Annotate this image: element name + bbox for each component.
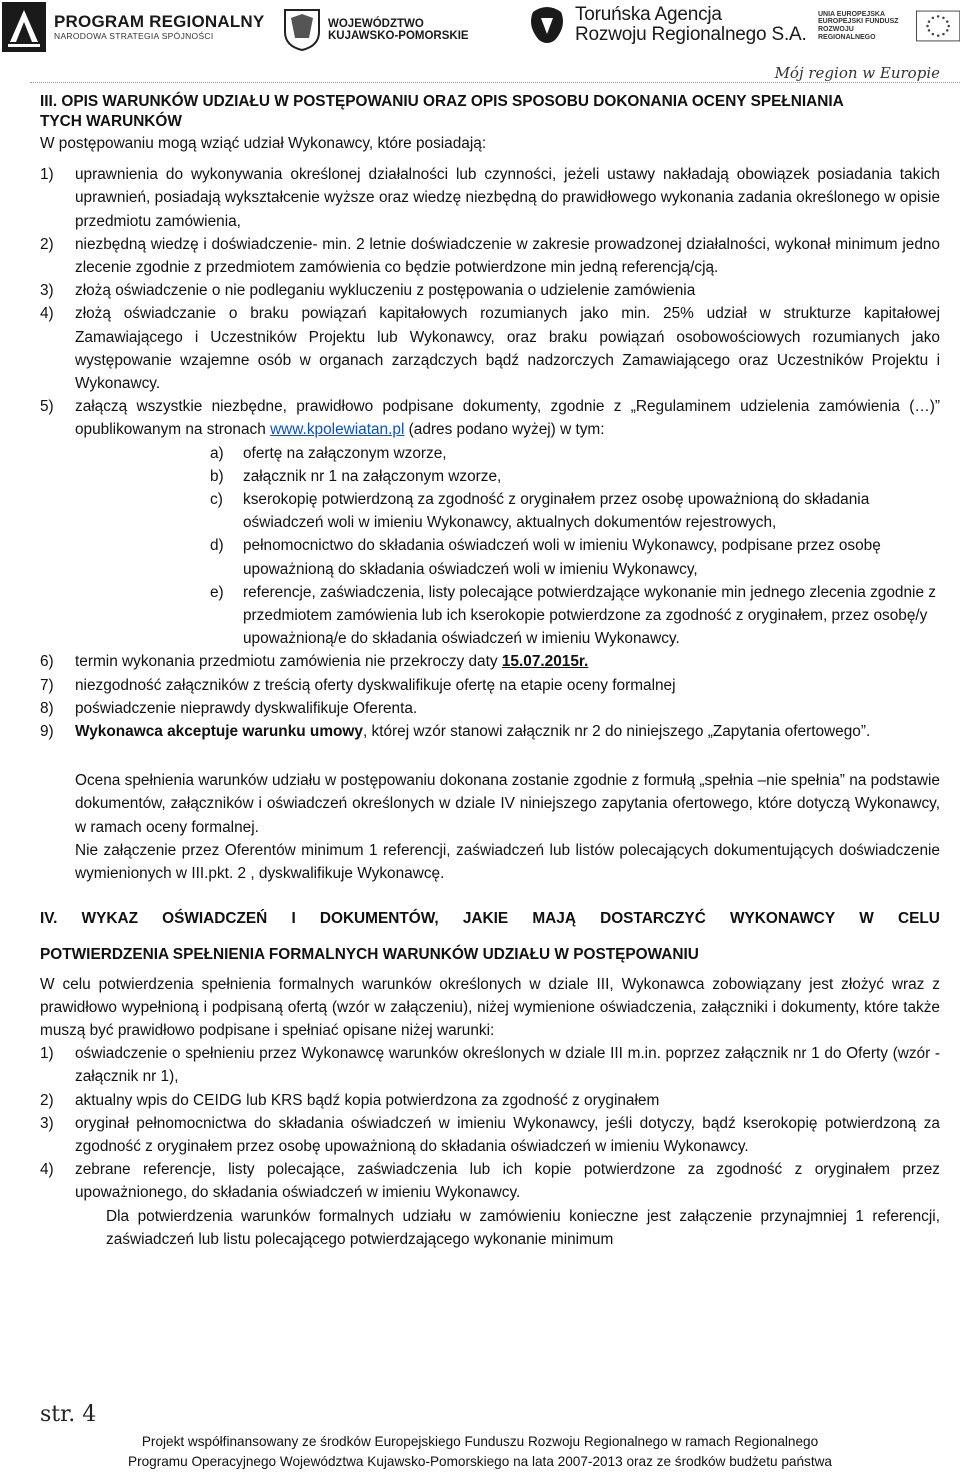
logo2-line1: WOJEWÓDZTWO bbox=[328, 17, 424, 30]
sub-list-item bbox=[210, 442, 940, 465]
sub-item-text: pełnomocnictwo do składania oświadczeń woli w imieniu Wykonawcy, podpisane przez osobę upoważnioną do składania oświadczeń woli w imieniu Wykonawcy, bbox=[243, 537, 881, 578]
item9-bold-text: Wykonawca akceptuje warunku umowy bbox=[75, 723, 363, 741]
list-item-number: 7) bbox=[40, 676, 54, 694]
footer-line2: Programu Operacyjnego Województwa Kujawsko-Pomorskiego na lata 2007-2013 oraz ze środków budżetu państwa bbox=[128, 1454, 832, 1469]
list-item-text: złożą oświadczanie o braku powiązań kapitałowych rozumianych jako min. 25% udział w strukturze kapitałowej Zamawiającego i Uczestników Projektu lub Wykonawcy, oraz braku powiązań osobowościowych rozumianych jako występowanie wzajemne osób w organach zarządczych bądź nadzorczych Zamawiającego oraz Uczestników Projektu i Wykonawcy. bbox=[75, 305, 940, 393]
section3-title-line2: TYCH WARUNKÓW bbox=[40, 113, 182, 130]
list-item-number: 1) bbox=[40, 1045, 54, 1063]
list-item bbox=[40, 233, 940, 279]
list-item-text: oryginał pełnomocnictwa do składania oświadczeń w imieniu Wykonawcy, jeśli dotyczy, bądź kserokopię potwierdzoną za zgodność z oryginałem przez osobę upoważnioną do składania oświadczeń w imieniu Wykonawcy. bbox=[75, 1114, 940, 1155]
regional-program-emblem-icon bbox=[2, 2, 46, 52]
logo2-line2: KUJAWSKO-POMORSKIE bbox=[328, 30, 469, 42]
list-item-text: zebrane referencje, listy polecające, zaświadczenia lub ich kopie potwierdzone za zgodność z oryginałem przez upoważnionego, do składania oświadczeń w imieniu Wykonawcy. bbox=[75, 1161, 940, 1202]
list-item-number: 9) bbox=[40, 723, 54, 741]
section3-title-line1: III. OPIS WARUNKÓW UDZIAŁU W POSTĘPOWANIU ORAZ OPIS SPOSOBU DOKONANIA OCENY SPEŁNIANIA bbox=[40, 93, 844, 110]
list-item bbox=[40, 302, 940, 395]
eu-logo bbox=[818, 10, 960, 42]
list-item bbox=[40, 1042, 940, 1088]
list-item-text bbox=[75, 395, 940, 441]
sub-list-item bbox=[210, 534, 940, 580]
section4-title-word: OŚWIADCZEŃ bbox=[162, 910, 268, 928]
eu-flag-icon bbox=[916, 10, 960, 42]
section4-title-words bbox=[40, 907, 940, 930]
header-divider bbox=[30, 82, 960, 83]
list-item-number: 8) bbox=[40, 699, 54, 717]
sub-list-item bbox=[210, 581, 940, 651]
list-item-text: oświadczenie o spełnieniu przez Wykonawcę warunków określonych w dziale III m.in. poprzez załącznik nr 1 do Oferty (wzór - załącznik nr 1), bbox=[75, 1045, 940, 1086]
section4-title-line2: POTWIERDZENIA SPEŁNIENIA FORMALNYCH WARUNKÓW UDZIAŁU W POSTĘPOWANIU bbox=[40, 945, 699, 963]
item6-text: termin wykonania przedmiotu zamówienia nie przekroczy daty bbox=[75, 653, 502, 671]
list-item bbox=[40, 674, 940, 697]
page-header bbox=[0, 0, 960, 90]
list-item-number: 4) bbox=[40, 1161, 54, 1179]
list-item-number: 1) bbox=[40, 166, 54, 184]
tarr-logo bbox=[527, 4, 807, 46]
list-item-number: 2) bbox=[40, 235, 54, 253]
sub-item-text: referencje, zaświadczenia, listy polecające potwierdzające wykonanie min jednego zlecenia zgodnie z przedmiotem zamówienia lub ich kserokopie potwierdzone za zgodność z oryginałem, przez osobę/y upoważnioną/e do składania oświadczeń w imieniu Wykonawcy. bbox=[243, 583, 936, 648]
sub-item-text: załącznik nr 1 na załączonym wzorze, bbox=[243, 467, 502, 485]
program-regionalny-logo bbox=[2, 2, 264, 52]
logo3-line2: Rozwoju Regionalnego S.A. bbox=[575, 24, 807, 45]
sub-list-item bbox=[210, 488, 940, 534]
motto-signature: Mój region w Europie bbox=[774, 64, 940, 82]
page-number: str. 4 bbox=[40, 1402, 97, 1427]
section4-title-word: W bbox=[859, 910, 874, 928]
list-item-text: aktualny wpis do CEIDG lub KRS bądź kopia potwierdzona za zgodność z oryginałem bbox=[75, 1091, 660, 1109]
list-item-number: 6) bbox=[40, 653, 54, 671]
section3-intro: W postępowaniu mogą wziąć udział Wykonawcy, które posiadają: bbox=[40, 135, 487, 152]
deadline-date: 15.07.2015r. bbox=[501, 653, 589, 671]
document-body bbox=[40, 92, 940, 1251]
logo4-line2: EUROPEJSKI FUNDUSZ bbox=[818, 18, 899, 26]
list-item-text bbox=[75, 720, 940, 743]
logo4-line1: UNIA EUROPEJSKA bbox=[818, 10, 886, 18]
wojewodztwo-logo bbox=[283, 8, 469, 52]
sub-item-letter: d) bbox=[210, 537, 224, 555]
list-item-text: złożą oświadczenie o nie podleganiu wykluczeniu z postępowania o udzielenie zamówienia bbox=[75, 282, 696, 300]
disqualification-paragraph: Nie załączenie przez Oferentów minimum 1 referencji, zaświadczeń lub listów polecających dokumentujących doświadczenie wymienionych w III.pkt. 2 , dyskwalifikuje Wykonawcę. bbox=[75, 841, 940, 883]
item5-text-pre: załączą wszystkie niezbędne, prawidłowo podpisane dokumenty, zgodnie z „Regulaminem udzielenia zamówienia (…)” opublikowanym na stronach bbox=[75, 398, 940, 439]
sub-item-text: kserokopię potwierdzoną za zgodność z oryginałem przez osobę upoważnioną do składania oświadczeń woli w imieniu Wykonawcy, aktualnych dokumentów rejestrowych, bbox=[243, 491, 870, 532]
item5-text-post: (adres podano wyżej) w tym: bbox=[404, 421, 605, 439]
sub-item-letter: e) bbox=[210, 583, 224, 601]
logo1-title: PROGRAM REGIONALNY bbox=[54, 11, 265, 31]
list-item-text: niezgodność załączników z treścią oferty dyskwalifikuje ofertę na etapie oceny formalnej bbox=[75, 676, 676, 694]
section4-title-word: WYKONAWCY bbox=[729, 910, 836, 928]
list-item-number: 2) bbox=[40, 1091, 54, 1109]
list-item bbox=[40, 1112, 940, 1158]
list-item-text: niezbędną wiedzę i doświadczenie- min. 2 letnie doświadczenie w zakresie prowadzonej działalności, wykonał minimum jedno zlecenie zgodnie z przedmiotem zamówienia co będzie potwierdzone min jedną referencją/cją. bbox=[75, 235, 940, 277]
list-item-text: uprawnienia do wykonywania określonej działalności lub czynności, jeżeli ustawy nakładają obowiązek posiadania takich uprawnień, posiadają wykształcenie wyższe oraz wiedzę niezbędną do prawidłowego wykonania zadania określonego w opisie przedmiotu zamówienia, bbox=[75, 166, 940, 230]
list-item-number: 3) bbox=[40, 282, 54, 300]
list-item-number: 5) bbox=[40, 398, 54, 416]
logo1-subtitle: NARODOWA STRATEGIA SPÓJNOŚCI bbox=[54, 31, 214, 42]
list-item bbox=[40, 395, 940, 441]
kpolewiatan-link[interactable]: www.kpolewiatan.pl bbox=[270, 421, 405, 439]
section4-title-word: DOKUMENTÓW, bbox=[319, 910, 439, 928]
list-item bbox=[40, 163, 940, 233]
section4-title-word: I bbox=[291, 910, 296, 928]
section4-title-word: IV. bbox=[40, 910, 58, 928]
item9-text: , której wzór stanowi załącznik nr 2 do niniejszego „Zapytania ofertowego”. bbox=[362, 723, 871, 741]
footer-line1: Projekt współfinansowany ze środków Europejskiego Funduszu Rozwoju Regionalnego w ramach Regionalnego bbox=[141, 1434, 819, 1449]
logo3-line1: Toruńska Agencja bbox=[575, 4, 722, 26]
evaluation-paragraph: Ocena spełnienia warunków udziału w postępowaniu dokonana zostanie zgodnie z formułą „spełnia –nie spełnia” na podstawie dokumentów, załączników i oświadczeń określonych w dziale IV niniejszego zapytania ofertowego, które dotyczą Wykonawcy, w ramach oceny formalnej. bbox=[75, 772, 940, 836]
sub-item-text: ofertę na załączonym wzorze, bbox=[243, 444, 447, 462]
sub-item-letter: b) bbox=[210, 467, 224, 485]
list-item-text bbox=[75, 650, 940, 673]
section4-title-word: WYKAZ bbox=[81, 910, 138, 928]
list-item-number: 3) bbox=[40, 1114, 54, 1132]
section4-title-word: MAJĄ bbox=[532, 910, 576, 928]
sub-item-letter: c) bbox=[210, 491, 223, 509]
list-item bbox=[40, 1158, 940, 1204]
list-item bbox=[40, 650, 940, 673]
section4-title-word: JAKIE bbox=[462, 910, 509, 928]
page-footer bbox=[0, 1432, 960, 1472]
sub-item-letter: a) bbox=[210, 444, 224, 462]
section4-intro: W celu potwierdzenia spełnienia formalnych warunków określonych w dziale III, Wykonawca zobowiązany jest złożyć wraz z prawidłowo wypełnioną i podpisaną ofertą (wzór w załączeniu), niżej wymienione oświadczenia, załączniki i dokumenty, które także muszą być prawidłowo podpisane i spełniać opisane niżej warunki: bbox=[40, 975, 940, 1039]
section4-title-word: DOSTARCZYĆ bbox=[600, 910, 706, 928]
confirmation-paragraph: Dla potwierdzenia warunków formalnych udziału w zamówieniu konieczne jest załączenie przynajmniej 1 referencji, zaświadczeń lub listu polecającego potwierdzającego wykonanie minimum bbox=[106, 1207, 940, 1248]
list-item-number: 4) bbox=[40, 305, 54, 323]
list-item-text: poświadczenie nieprawdy dyskwalifikuje Oferenta. bbox=[75, 699, 418, 717]
coat-of-arms-icon bbox=[283, 8, 321, 52]
section3-list bbox=[40, 163, 940, 743]
section4-title-line1 bbox=[40, 907, 940, 930]
logo4-line3: ROZWOJU REGIONALNEGO bbox=[818, 26, 876, 41]
section4-title-word: CELU bbox=[897, 910, 940, 928]
list-item bbox=[40, 697, 940, 720]
list-item bbox=[40, 279, 940, 302]
sub-list-item bbox=[210, 465, 940, 488]
list-item bbox=[40, 1089, 940, 1112]
list-item bbox=[40, 720, 940, 743]
tarr-emblem-icon bbox=[527, 4, 567, 46]
